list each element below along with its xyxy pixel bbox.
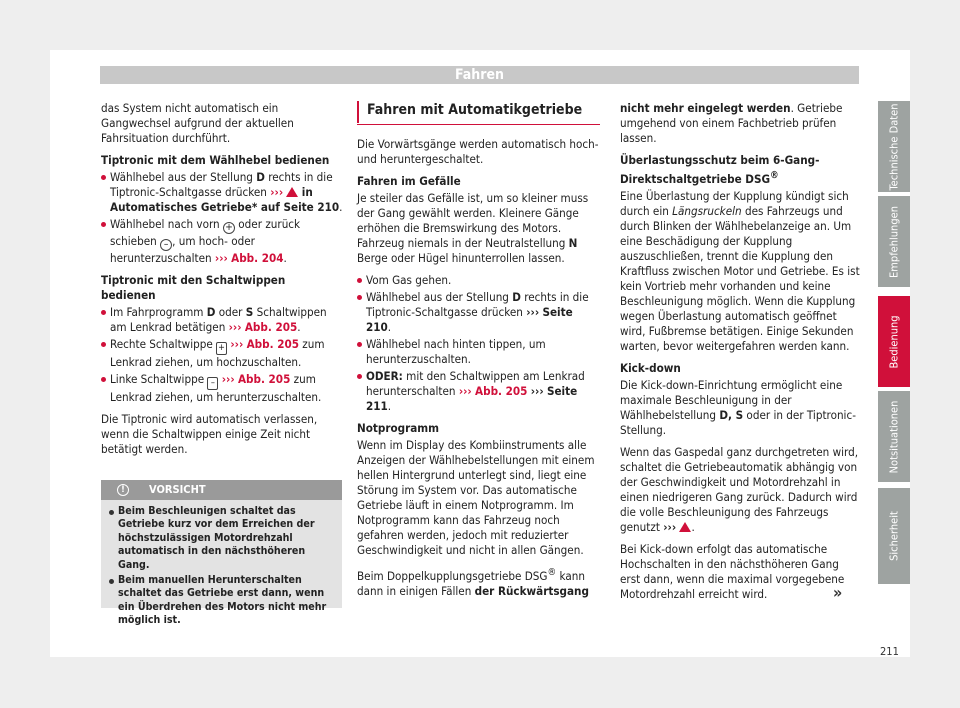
list-item: Linke Schaltwippe – ››› Abb. 205 zum Lenkrad ziehen, um herunterzuschalten. (101, 372, 343, 405)
paragraph: Die Kick-down-Einrichtung ermöglicht eine maximale Beschleunigung in der Wählhebelstellung D, S oder in der Tiptronic-Stellung. (620, 377, 856, 437)
tab-bedienung[interactable]: Bedienung (878, 296, 910, 387)
intro-text: Die Vorwärtsgänge werden automatisch hoch- und heruntergeschaltet. (357, 137, 599, 166)
link-reference[interactable]: Seite 210 (366, 305, 573, 334)
caution-title: VORSICHT (149, 483, 206, 496)
continue-icon: » (833, 583, 843, 602)
caution-header (101, 480, 342, 500)
section-title: Fahren mit Automatikgetriebe (357, 101, 600, 125)
list-item: ODER: mit den Schaltwippen am Lenkrad herunterschalten ››› Abb. 205 ››› Seite 211. (357, 369, 600, 414)
link-reference[interactable]: Abb. 205 (237, 372, 291, 386)
warning-icon (679, 522, 691, 532)
caution-icon: ! (117, 484, 129, 496)
paragraph: Je steiler das Gefälle ist, um so kleiner muss der Gang gewählt werden. Kleinere Gänge erhöhen die Bremswirkung des Motors. Fahrzeug niemals in der Neutralstellung N Berge oder Hügel hinunterrollen lassen. (357, 191, 589, 265)
tab-technische-daten[interactable]: Technische Daten (878, 101, 910, 192)
link-reference[interactable]: Abb. 205 (246, 337, 299, 351)
list-item: Wählhebel aus der Stellung D rechts in die Tiptronic-Schaltgasse drücken ››› Seite 210. (357, 290, 600, 335)
paragraph: Beim Doppelkupplungsgetriebe DSG® kann dann in einigen Fällen der Rückwärtsgang (357, 567, 589, 598)
list-item: Wählhebel aus der Stellung D rechts in die Tiptronic-Schaltgasse drücken ››› in Automatisches Getriebe* auf Seite 210. (101, 170, 343, 215)
tab-notsituationen[interactable]: Notsituationen (878, 391, 910, 482)
heading-tiptronic-wippen: Tiptronic mit den Schaltwippen bedienen (101, 273, 286, 302)
intro-text: das System nicht automatisch ein Gangwechsel aufgrund der aktuellen Fahrsituation durchführt. (101, 101, 294, 145)
page-header (100, 66, 859, 84)
paragraph: Eine Überlastung der Kupplung kündigt sich durch ein Längsruckeln des Fahrzeugs und durch Blinken der Wählhebelanzeige an. Um eine Beschädigung der Kupplung auszuschließen, trennt die Kupplung den Kraftfluss zwischen Motor und Getriebe. Es ist kein Vortrieb mehr vorhanden und keine Beschleunigung möglich. Wenn die Kupplung wegen Überlastung automatisch geöffnet wird, Fußbremse betätigen. Einige Sekunden warten, bevor weitergefahren werden kann. (620, 188, 860, 353)
link-reference[interactable]: Seite 211 (366, 384, 578, 413)
link-reference[interactable]: Abb. 205 (244, 320, 298, 334)
link-reference[interactable]: in Automatisches Getriebe* auf Seite 210 (110, 185, 340, 214)
list-item: Rechte Schaltwippe + ››› Abb. 205 zum Lenkrad ziehen, um hochzuschalten. (101, 337, 343, 370)
paragraph: Wenn im Display des Kombiinstruments alle Anzeigen der Wählhebelstellungen mit einem hellen Hintergrund unterlegt sind, liegt eine Störung im System vor. Das automatische Getriebe läuft in einem Notprogramm. Im Notprogramm kann das Fahrzeug noch gefahren werden, jedoch mit reduzierter Geschwindigkeit und nicht in allen Gängen. (357, 438, 595, 557)
heading-kickdown: Kick-down (620, 360, 681, 375)
caution-item: Beim Beschleunigen schaltet das Getriebe kurz vor dem Erreichen der höchstzulässigen Motordrehzahl automatisch in den nächsthöheren Gang. (109, 505, 334, 572)
list-item: Wählhebel nach vorn + oder zurück schieben – , um hoch- oder herunterzuschalten ››› Abb. 204. (101, 217, 343, 266)
warning-icon (286, 187, 298, 197)
paragraph: Bei Kick-down erfolgt das automatische Hochschalten in den nächsthöheren Gang erst dann, wenn die maximal vorgegebene Motordrehzahl erreicht wird. (620, 541, 845, 601)
link-reference[interactable]: Abb. 205 (475, 384, 528, 398)
paragraph: nicht mehr eingelegt werden. Getriebe umgehend von einem Fachbetrieb prüfen lassen. (620, 101, 843, 145)
heading-gefaelle: Fahren im Gefälle (357, 174, 461, 188)
outro-text: Die Tiptronic wird automatisch verlassen, wenn die Schaltwippen einige Zeit nicht betätigt werden. (101, 412, 318, 456)
caution-item: Beim manuellen Herunterschalten schaltet das Getriebe erst dann, wenn ein Überdrehen des Motors nicht mehr möglich ist. (109, 574, 334, 628)
minus-key-icon: – (160, 239, 172, 251)
tab-empfehlungen[interactable]: Empfehlungen (878, 196, 910, 287)
link-reference[interactable]: Abb. 204 (231, 251, 284, 265)
list-item: Im Fahrprogramm D oder S Schaltwippen am Lenkrad betätigen ››› Abb. 205. (101, 305, 343, 335)
plus-paddle-icon: + (216, 342, 227, 355)
list-item: Wählhebel nach hinten tippen, um herunterzuschalten. (357, 337, 600, 367)
column-1 (101, 101, 343, 464)
paragraph: Wenn das Gaspedal ganz durchgetreten wird, schaltet die Getriebeautomatik abhängig von der Geschwindigkeit und Motordrehzahl in einen niedrigeren Gang zurück. Dadurch wird die volle Beschleunigung des Fahrzeugs genutzt ››› . (620, 444, 859, 534)
heading-ueberlast: Überlastungsschutz beim 6-Gang-Direktschaltgetriebe DSG® (620, 153, 820, 186)
plus-key-icon: + (223, 222, 235, 234)
column-3 (620, 101, 860, 609)
header-title: Fahren (455, 67, 504, 83)
minus-paddle-icon: – (207, 377, 218, 390)
caution-box (101, 480, 342, 627)
list-item: Vom Gas gehen. (357, 273, 600, 288)
heading-notprogramm: Notprogramm (357, 421, 440, 435)
heading-tiptronic-hebel: Tiptronic mit dem Wählhebel bedienen (101, 153, 330, 167)
tab-sicherheit[interactable]: Sicherheit (878, 488, 910, 584)
column-2 (357, 101, 600, 606)
page-number: 211 (880, 645, 899, 658)
